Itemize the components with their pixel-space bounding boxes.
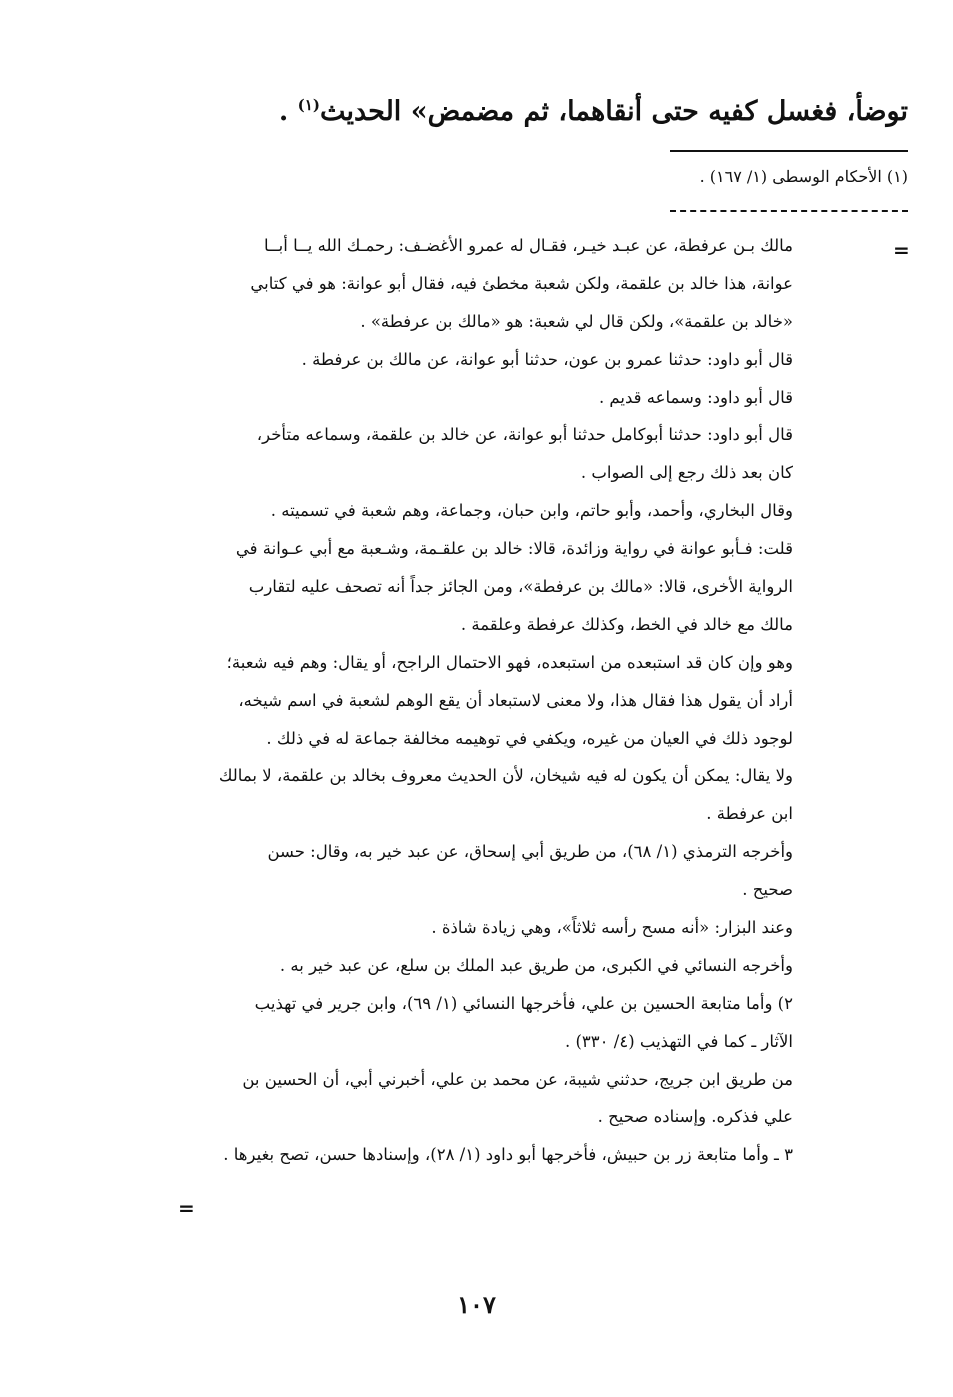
commentary-line: قال أبو داود: حدثنا عمرو بن عون، حدثنا أبو عوانة، عن مالك بن عرفطة . bbox=[301, 349, 793, 369]
commentary-line: ولا يقال: يمكن أن يكون له فيه شيخان، لأن الحديث معروف بخالد بن علقمة، لا بمالك bbox=[218, 766, 793, 786]
commentary-line: من طريق ابن جريج، حدثني شيبة، عن محمد بن علي، أخبرني أبي، أن الحسين بن bbox=[242, 1069, 793, 1089]
commentary-line: أراد أن يقول هذا فقال هذا، ولا معنى لاستبعاد أن يقع الوهم لشعبة في اسم شيخه، bbox=[238, 690, 793, 710]
commentary-line: علي فذكره. وإسناده صحيح . bbox=[597, 1107, 793, 1127]
commentary-line: «خالد بن علقمة»، ولكن قال لي شعبة: هو «مالك بن عرفطة» . bbox=[360, 311, 793, 331]
main-text-line bbox=[88, 85, 908, 132]
commentary-line: صحيح . bbox=[742, 880, 793, 900]
commentary-block bbox=[198, 227, 793, 1174]
commentary-line: قلت: فـأبو عوانة في رواية وزائدة، قالا: خالد بن علقـمة، وشـعبة مع أبي عـوانة في bbox=[235, 539, 793, 559]
commentary-line: ابن عرفطة . bbox=[706, 804, 793, 824]
commentary-line: وأخرجه النسائي في الكبرى، من طريق عبد الملك بن سلع، عن عبد خير به . bbox=[279, 955, 793, 975]
commentary-line: لوجود ذلك في العيان من غيره، ويكفي في توهيمه مخالفة جماعة له في ذلك . bbox=[266, 728, 793, 748]
commentary-line: وعند البزار: «أنه مسح رأسه ثلاثاً»، وهي زيادة شاذة . bbox=[431, 918, 793, 938]
commentary-line: ٣ ـ وأما متابعة زر بن حبيش، فأخرجها أبو داود (١/ ٢٨)، وإسنادها حسن، تصح بغيرها . bbox=[223, 1145, 793, 1165]
commentary-line: وأخرجه الترمذي (١/ ٦٨)، من طريق أبي إسحاق، عن عبد خير به، وقال: حسن bbox=[267, 842, 793, 862]
commentary-line: قال أبو داود: حدثنا أبوكامل حدثنا أبو عوانة، عن خالد بن علقمة، وسماعه متأخر، bbox=[256, 425, 793, 445]
continuation-mark-end: = bbox=[178, 1196, 195, 1220]
continuation-mark-start: = bbox=[893, 238, 910, 262]
commentary-line: مالك مع خالد في الخط، وكذلك عرفطة وعلقمة . bbox=[460, 614, 793, 634]
commentary-line: وقال البخاري، وأحمد، وأبو حاتم، وابن حبان، وجماعة، وهم شعبة في تسميته . bbox=[270, 501, 793, 521]
commentary-line: قال أبو داود: وسماعه قديم . bbox=[598, 387, 793, 407]
commentary-line: كان بعد ذلك رجع إلى الصواب . bbox=[580, 463, 793, 483]
page-number: ١٠٧ bbox=[457, 1290, 496, 1319]
commentary-line: مالك بـن عرفطة، عن عبـد خيـر، فقـال له عمرو الأغضـف: رحمـك الله يــا أبــا bbox=[263, 236, 793, 255]
commentary-line: عوانة، هذا خالد بن علقمة، ولكن شعبة مخطئ فيه، فقال أبو عوانة: هو في كتابي bbox=[250, 273, 793, 293]
commentary-separator-rule bbox=[670, 210, 908, 212]
main-text-end: . bbox=[278, 96, 298, 127]
main-text: توضأ، فغسل كفيه حتى أنقاهما، ثم مضمض» الحديث bbox=[319, 96, 908, 127]
footnote-separator-rule bbox=[670, 150, 908, 152]
commentary-line: ٢) وأما متابعة الحسين بن علي، فأخرجها النسائي (١/ ٦٩)، وابن جرير في تهذيب bbox=[254, 993, 793, 1013]
commentary-line: الآثار ـ كما في التهذيب (٤/ ٣٣٠) . bbox=[564, 1031, 793, 1051]
commentary-line: وهو وإن كان قد استبعده من استبعده، فهو الاحتمال الراجح، أو يقال: وهم فيه شعبة؛ bbox=[226, 652, 793, 672]
footnote-reference: (١) bbox=[297, 96, 320, 114]
commentary-line: الرواية الأخرى، قالا: «مالك بن عرفطة»، ومن الجائز جداً أنه تصحف عليه لتقارب bbox=[248, 577, 793, 597]
footnote: (١) الأحكام الوسطى (١/ ١٦٧) . bbox=[699, 167, 908, 186]
